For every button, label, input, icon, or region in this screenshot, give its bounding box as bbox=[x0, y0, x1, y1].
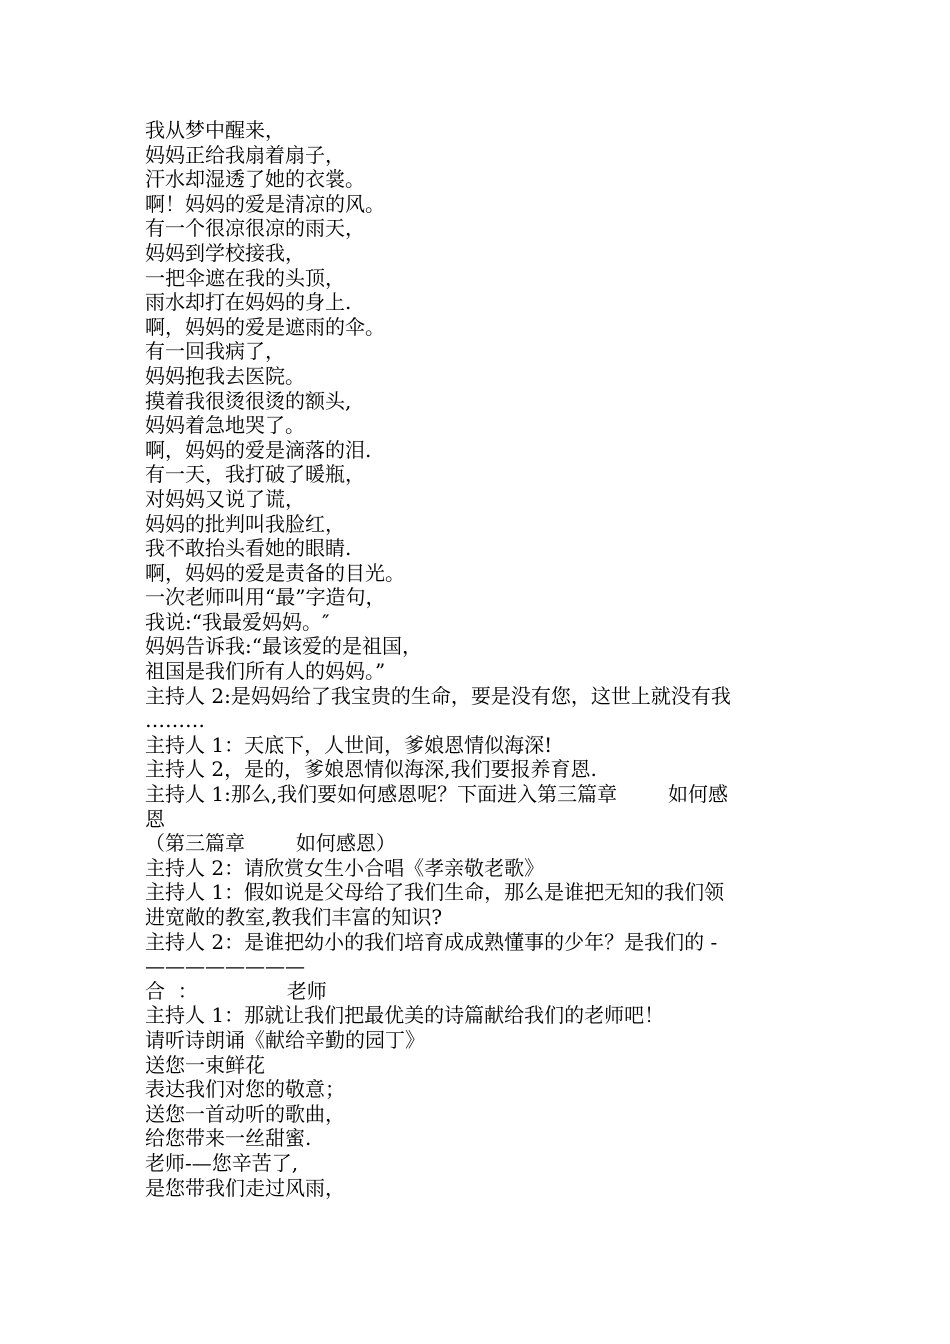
text-line: 啊，妈妈的爱是滴落的泪. bbox=[145, 437, 372, 462]
text-line: 主持人 2:是妈妈给了我宝贵的生命，要是没有您，这世上就没有我 bbox=[145, 683, 731, 708]
text-line: 汗水却湿透了她的衣裳。 bbox=[145, 167, 365, 192]
text-line: 妈妈到学校接我， bbox=[145, 240, 305, 265]
text-line: 祖国是我们所有人的妈妈。” bbox=[145, 659, 386, 684]
text-line: 有一天，我打破了暖瓶， bbox=[145, 462, 365, 487]
text-line: 主持人 2：是谁把幼小的我们培育成成熟懂事的少年？是我们的 - bbox=[145, 929, 718, 954]
text-line: 送您一束鲜花 bbox=[145, 1052, 265, 1077]
text-line: 对妈妈又说了谎， bbox=[145, 486, 305, 511]
text-line: 恩 bbox=[145, 806, 165, 831]
text-line: 我从梦中醒来， bbox=[145, 118, 285, 142]
text-line: 有一回我病了， bbox=[145, 339, 285, 364]
text-line: 摸着我很烫很烫的额头, bbox=[145, 388, 352, 413]
text-line: 送您一首动听的歌曲， bbox=[145, 1101, 345, 1126]
text-line: 我说:“我最爱妈妈。″ bbox=[145, 609, 330, 634]
text-line: ……… bbox=[145, 708, 205, 733]
text-line: 老师-—您辛苦了, bbox=[145, 1150, 299, 1175]
text-line: 表达我们对您的敬意； bbox=[145, 1077, 345, 1102]
text-line: 主持人 1：天底下，人世间，爹娘恩情似海深! bbox=[145, 732, 553, 757]
text-line: 我不敢抬头看她的眼睛. bbox=[145, 536, 352, 561]
text-line: 妈妈的批判叫我脸红， bbox=[145, 511, 345, 536]
text-line: ———————— bbox=[145, 954, 305, 979]
text-line: 进宽敞的教室,教我们丰富的知识? bbox=[145, 905, 443, 929]
text-line: 给您带来一丝甜蜜. bbox=[145, 1126, 312, 1151]
text-line: 妈妈着急地哭了。 bbox=[145, 413, 305, 438]
text-line: 请听诗朗诵《献给辛勤的园丁》 bbox=[145, 1027, 425, 1052]
text-line: 主持人 2：请欣赏女生小合唱《孝亲敬老歌》 bbox=[145, 855, 545, 880]
text-line: 妈妈告诉我:“最该爱的是祖国， bbox=[145, 634, 422, 659]
text-line: 一次老师叫用“最”字造句， bbox=[145, 585, 386, 610]
text-line: 主持人 1:那么,我们要如何感恩呢？下面进入第三篇章 如何感 bbox=[145, 782, 729, 807]
text-line: 主持人 1：那就让我们把最优美的诗篇献给我们的老师吧！ bbox=[145, 1003, 665, 1028]
text-line: 是您带我们走过风雨， bbox=[145, 1175, 345, 1200]
text-line: 一把伞遮在我的头顶， bbox=[145, 265, 345, 290]
text-line: 主持人 2，是的，爹娘恩情似海深,我们要报养育恩. bbox=[145, 757, 597, 782]
text-line: 妈妈正给我扇着扇子， bbox=[145, 142, 345, 167]
document-body bbox=[145, 118, 815, 1200]
text-line: 雨水却打在妈妈的身上. bbox=[145, 290, 352, 315]
text-line: 啊，妈妈的爱是遮雨的伞。 bbox=[145, 314, 385, 339]
text-line: 妈妈抱我去医院。 bbox=[145, 363, 305, 388]
text-line: 主持人 1：假如说是父母给了我们生命，那么是谁把无知的我们领 bbox=[145, 880, 725, 905]
text-line: 啊，妈妈的爱是责备的目光。 bbox=[145, 560, 405, 585]
text-line: （第三篇章 如何感恩） bbox=[145, 831, 396, 856]
text-line: 合 ： 老师 bbox=[145, 978, 327, 1003]
text-line: 有一个很凉很凉的雨天， bbox=[145, 216, 365, 241]
text-line: 啊！妈妈的爱是清凉的风。 bbox=[145, 191, 385, 216]
